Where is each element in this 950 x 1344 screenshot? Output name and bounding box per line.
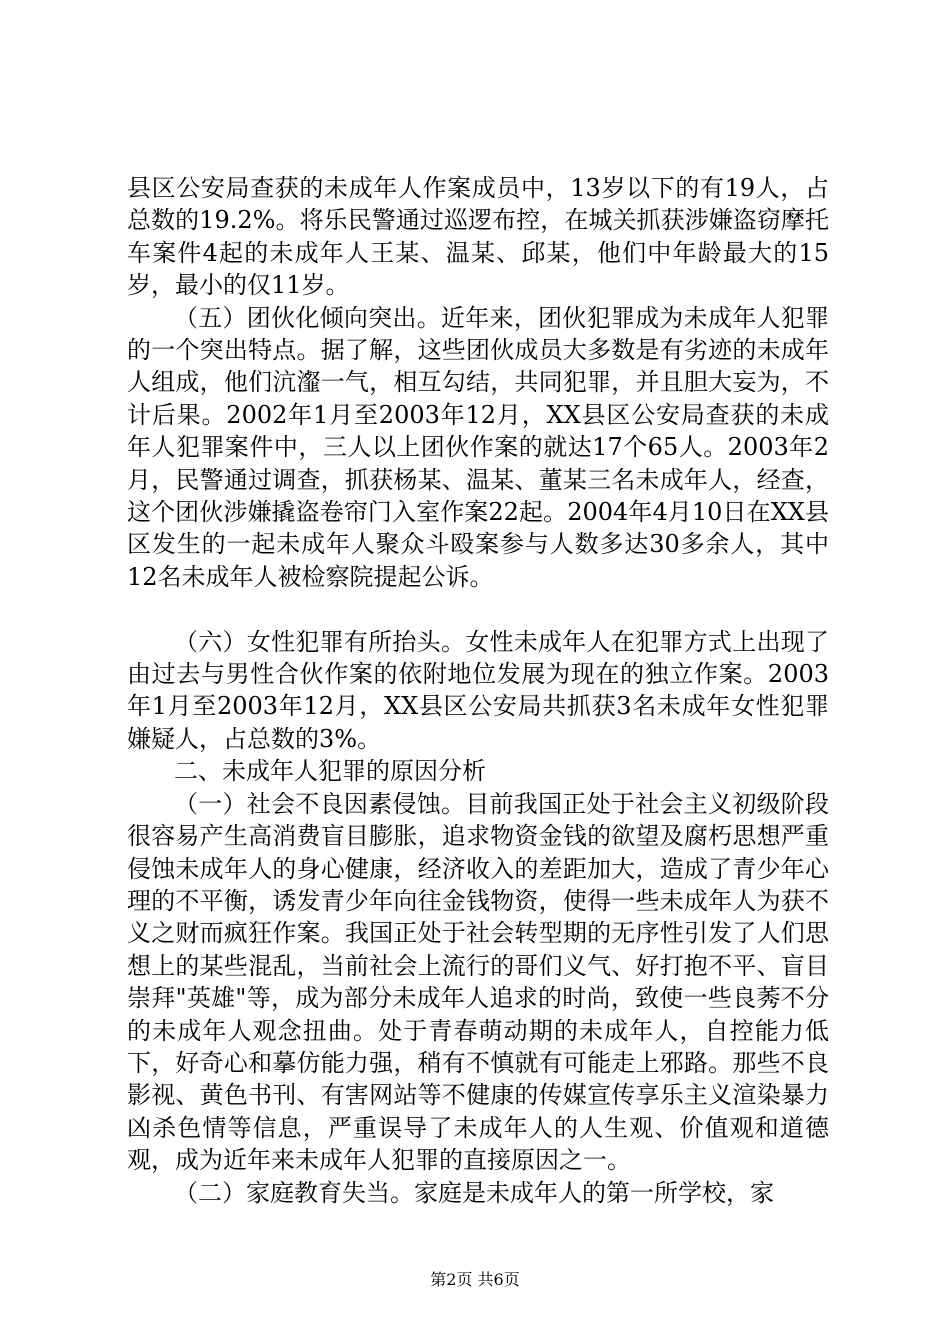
paragraph-family-education: （二）家庭教育失当。家庭是未成年人的第一所学校，家 [174, 1178, 774, 1207]
paragraph-spacer [127, 593, 829, 625]
paragraph-female-crime: （六）女性犯罪有所抬头。女性未成年人在犯罪方式上出现了由过去与男性合伙作案的依附地位发展为现在的独立作案。2003年1月至2003年12月，XX县区公安局共抓获3名未成年女性犯罪嫌疑人，占总数的3%。 [127, 627, 829, 753]
paragraph-social-factors: （一）社会不良因素侵蚀。目前我国正处于社会主义初级阶段很容易产生高消费盲目膨胀，追求物资金钱的欲望及腐朽思想严重侵蚀未成年人的身心健康，经济收入的差距加大，造成了青少年心理的不平衡，诱发青少年向往金钱物资，使得一些未成年人为获不义之财而疯狂作案。我国正处于社会转型期的无序性引发了人们思想上的某些混乱，当前社会上流行的哥们义气、好打抱不平、盲目崇拜"英雄"等，成为部分未成年人追求的时尚，致使一些良莠不分的未成年人观念扭曲。处于青春萌动期的未成年人，自控能力低下，好奇心和摹仿能力强，稍有不慎就有可能走上邪路。那些不良影视、黄色书刊、有害网站等不健康的传媒宣传享乐主义渲染暴力凶杀色情等信息，严重误导了未成年人的人生观、价值观和道德观，成为近年来未成年人犯罪的直接原因之一。 [127, 789, 829, 1175]
document-body [127, 172, 829, 1209]
paragraph-age-statistics: 县区公安局查获的未成年人作案成员中，13岁以下的有19人，占总数的19.2%。将乐民警通过巡逻布控，在城关抓获涉嫌盗窃摩托车案件4起的未成年人王某、温某、邱某，他们中年龄最大的15岁，最小的仅11岁。 [127, 174, 829, 300]
page-footer: 第2页 共6页 [430, 1270, 520, 1289]
section-heading-cause-analysis: 二、未成年人犯罪的原因分析 [174, 757, 486, 786]
paragraph-gang-tendency: （五）团伙化倾向突出。近年来，团伙犯罪成为未成年人犯罪的一个突出特点。据了解，这些团伙成员大多数是有劣迹的未成年人组成，他们沆瀣一气，相互勾结，共同犯罪，并且胆大妄为，不计后果。2002年1月至2003年12月，XX县区公安局查获的未成年人犯罪案件中，三人以上团伙作案的就达17个65人。2003年2月，民警通过调查，抓获杨某、温某、董某三名未成年人，经查，这个团伙涉嫌撬盗卷帘门入室作案22起。2004年4月10日在XX县区发生的一起未成年人聚众斗殴案参与人数多达30多余人，其中12名未成年人被检察院提起公诉。 [127, 303, 829, 591]
